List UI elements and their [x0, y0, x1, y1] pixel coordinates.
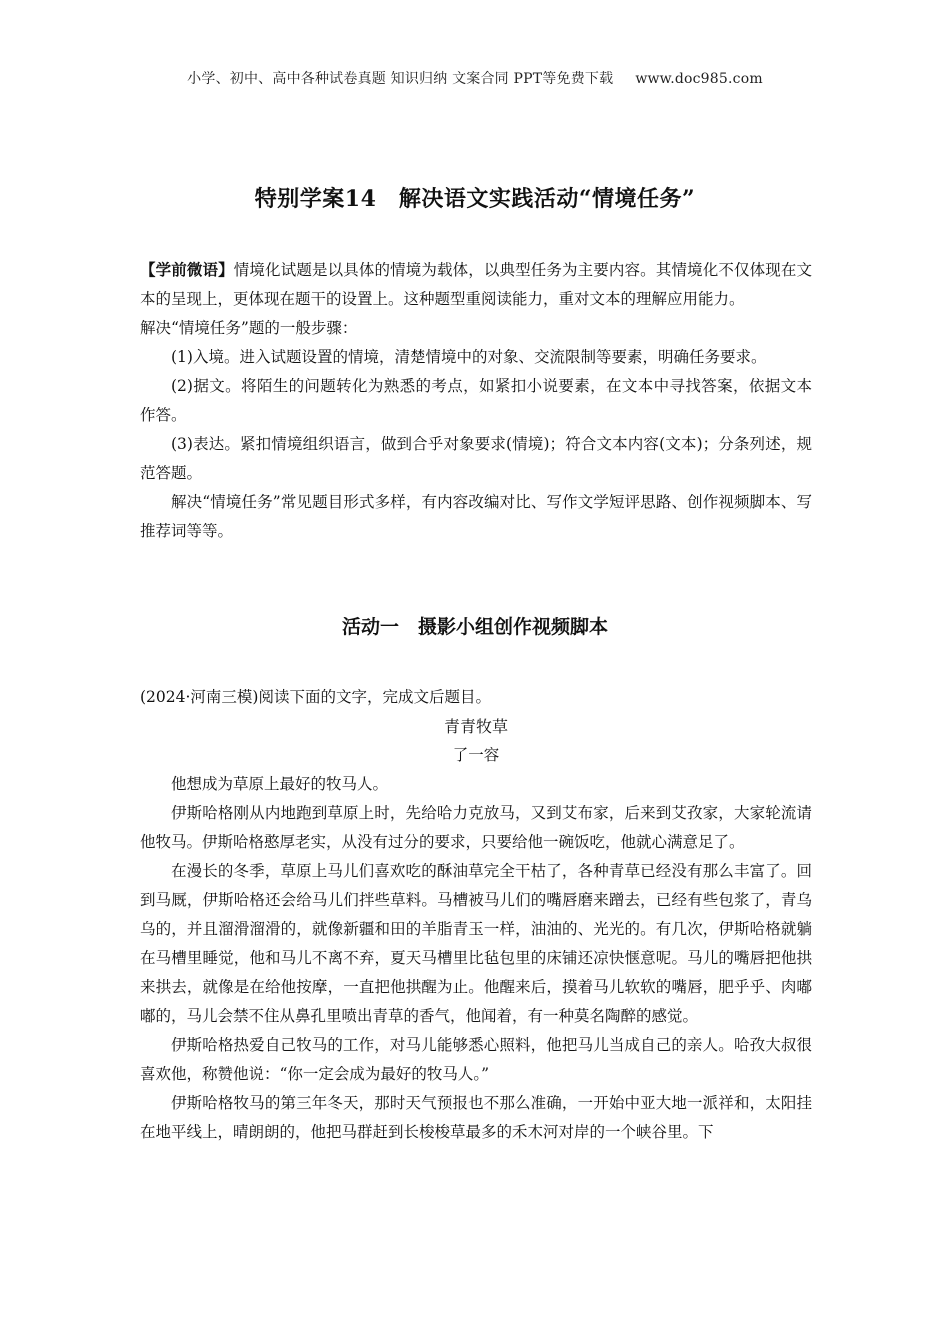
story-paragraph-3: 在漫长的冬季，草原上马儿们喜欢吃的酥油草完全干枯了，各种青草已经没有那么丰富了。回到马厩，伊斯哈格还会给马儿们拌些草料。马槽被马儿们的嘴唇磨来蹭去，已经有些包浆了，青乌乌的，并且溜滑溜滑的，就像新疆和田的羊脂青玉一样，油油的、光光的。有几次，伊斯哈格就躺在马槽里睡觉，他和马儿不离不弃，夏天马槽里比毡包里的床铺还凉快惬意呢。马儿的嘴唇把他拱来拱去，就像是在给他按摩，一直把他拱醒为止。他醒来后，摸着马儿软软的嘴唇，肥乎乎、肉嘟嘟的，马儿会禁不住从鼻孔里喷出青草的香气，他闻着，有一种莫名陶醉的感觉。 — [140, 862, 812, 1025]
step-1: (1)入境。进入试题设置的情境，清楚情境中的对象、交流限制等要素，明确任务要求。 — [171, 348, 767, 366]
section-title: 活动一 摄影小组创作视频脚本 — [341, 616, 608, 638]
step-3: (3)表达。紧扣情境组织语言，做到合乎对象要求(情境)；符合文本内容(文本)；分条列述，规范答题。 — [140, 435, 812, 482]
page-header — [0, 68, 950, 88]
reading-instruction: (2024·河南三模)阅读下面的文字，完成文后题目。 — [140, 688, 491, 706]
intro-label: 【学前微语】 — [140, 260, 234, 279]
intro-text: 情境化试题是以具体的情境为载体，以典型任务为主要内容。其情境化不仅体现在文本的呈现上，更体现在题干的设置上。这种题型重阅读能力，重对文本的理解应用能力。 — [140, 261, 812, 308]
story-paragraph-5: 伊斯哈格牧马的第三年冬天，那时天气预报也不那么准确，一开始中亚大地一派祥和，太阳挂在地平线上，晴朗朗的，他把马群赶到长梭梭草最多的禾木河对岸的一个峡谷里。下 — [140, 1094, 812, 1141]
intro-closing: 解决“情境任务”常见题目形式多样，有内容改编对比、写作文学短评思路、创作视频脚本、写推荐词等等。 — [140, 493, 812, 540]
intro-paragraph — [140, 255, 812, 314]
story-author: 了一容 — [452, 746, 500, 764]
intro-section — [140, 255, 812, 546]
steps-title: 解决“情境任务”题的一般步骤： — [140, 319, 358, 337]
reading-section — [140, 683, 812, 1147]
page-title: 特别学案14 解决语文实践活动“情境任务” — [254, 186, 696, 212]
header-url[interactable]: www.doc985.com — [635, 71, 763, 87]
story-title: 青青牧草 — [443, 717, 508, 736]
step-2: (2)据文。将陌生的问题转化为熟悉的考点，如紧扣小说要素，在文本中寻找答案，依据文本作答。 — [140, 377, 812, 424]
story-paragraph-2: 伊斯哈格刚从内地跑到草原上时，先给哈力克放马，又到艾布家，后来到艾孜家，大家轮流请他牧马。伊斯哈格憨厚老实，从没有过分的要求，只要给他一碗饭吃，他就心满意足了。 — [140, 804, 812, 851]
story-paragraph-4: 伊斯哈格热爱自己牧马的工作，对马儿能够悉心照料，他把马儿当成自己的亲人。哈孜大叔很喜欢他，称赞他说：“你一定会成为最好的牧马人。” — [140, 1036, 812, 1083]
header-text: 小学、初中、高中各种试卷真题 知识归纳 文案合同 PPT等免费下载 — [187, 71, 614, 87]
story-paragraph-1: 他想成为草原上最好的牧马人。 — [171, 775, 389, 793]
